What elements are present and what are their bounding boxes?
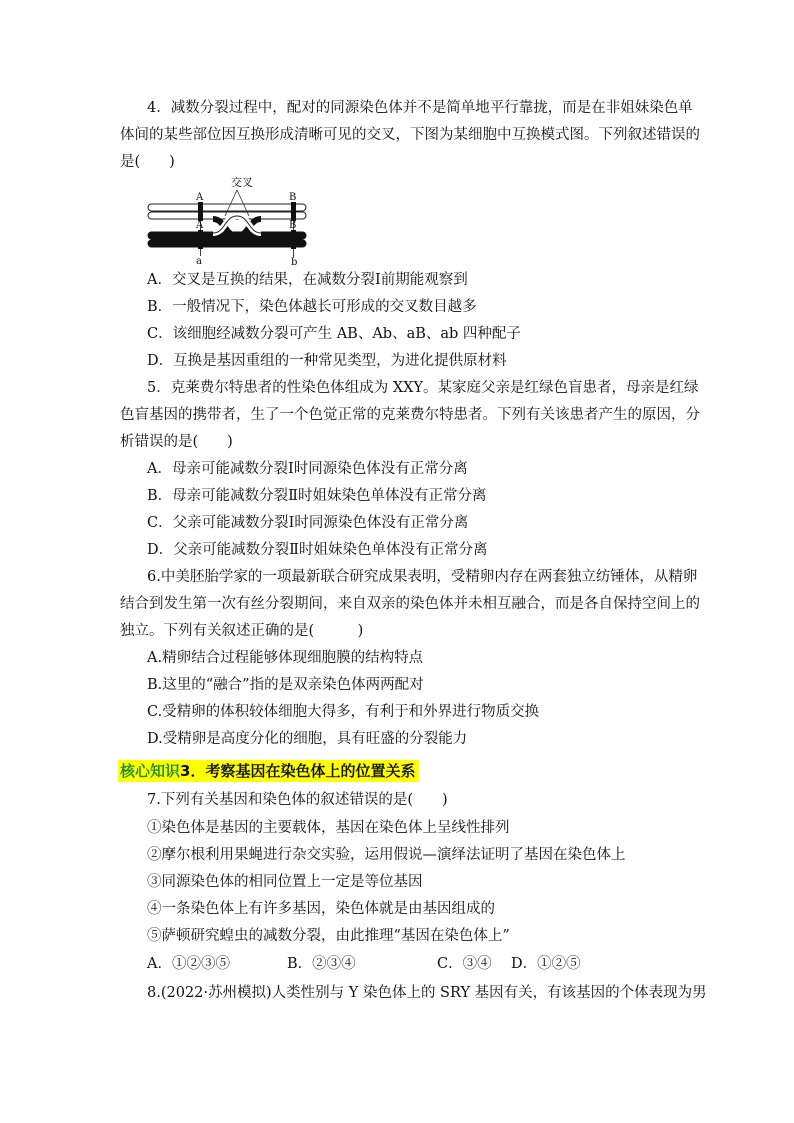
q5-stem-line2: 色盲基因的携带者，生了一个色觉正常的克莱费尔特患者。下列有关该患者产生的原因，分 xyxy=(120,407,700,423)
crossover-diagram xyxy=(145,176,315,266)
q7-statement-3: ③同源染色体的相同位置上一定是等位基因 xyxy=(147,874,423,890)
q7-choice-c: C．③④ xyxy=(437,956,492,972)
label-B-mid: B xyxy=(289,220,297,231)
q4-option-d: D．互换是基因重组的一种常见类型，为进化提供原材料 xyxy=(147,353,507,369)
section-number: 3 xyxy=(180,762,191,780)
label-A-top: A xyxy=(196,192,204,203)
q5-option-d: D．父亲可能减数分裂Ⅱ时姐妹染色单体没有正常分离 xyxy=(147,542,488,558)
q6-stem-line3: 独立。下列有关叙述正确的是( ) xyxy=(120,623,364,639)
label-a1: a xyxy=(196,230,202,241)
chiasma xyxy=(213,216,261,236)
label-A-mid: A xyxy=(196,220,204,231)
q7-statement-2: ②摩尔根利用果蝇进行杂交实验，运用假说—演绎法证明了基因在染色体上 xyxy=(147,847,626,863)
q4-option-a: A．交叉是互换的结果，在减数分裂Ⅰ前期能观察到 xyxy=(147,272,468,288)
label-cross: 交叉 xyxy=(231,176,253,189)
q7-statement-4: ④一条染色体上有许多基因，染色体就是由基因组成的 xyxy=(147,901,495,917)
q4-stem-line3: 是( ) xyxy=(120,154,175,170)
q6-stem-line1: 6.中美胚胎学家的一项最新联合研究成果表明，受精卵内存在两套独立纺锤体，从精卵 xyxy=(147,569,698,585)
q4-stem-line2: 体间的某些部位因互换形成清晰可见的交叉，下图为某细胞中互换模式图。下列叙述错误的 xyxy=(120,127,700,143)
q4-option-c: C．该细胞经减数分裂可产生 AB、Ab、aB、ab 四种配子 xyxy=(147,326,521,342)
q6-option-a: A.精卵结合过程能够体现细胞膜的结构特点 xyxy=(147,650,424,666)
q4-stem-line1: 4．减数分裂过程中，配对的同源染色体并不是简单地平行靠拢，而是在非姐妹染色单 xyxy=(147,100,693,116)
label-B-top: B xyxy=(289,192,297,203)
label-a2: a xyxy=(196,256,202,266)
q7-choice-a: A．①②③⑤ xyxy=(147,956,230,972)
section-title: ．考察基因在染色体上的位置关系 xyxy=(190,762,416,780)
q7-stem: 7.下列有关基因和染色体的叙述错误的是( ) xyxy=(147,792,448,808)
q5-option-b: B．母亲可能减数分裂Ⅱ时姐妹染色单体没有正常分离 xyxy=(147,488,487,504)
q4-option-b: B．一般情况下，染色体越长可形成的交叉数目越多 xyxy=(147,299,477,315)
q5-option-a: A．母亲可能减数分裂Ⅰ时同源染色体没有正常分离 xyxy=(147,461,468,477)
q5-stem-line3: 析错误的是( ) xyxy=(120,434,233,450)
q6-stem-line2: 结合到发生第一次有丝分裂期间，来自双亲的染色体并未相互融合，而是各自保持空间上的 xyxy=(120,596,700,612)
q7-statement-1: ①染色体是基因的主要载体，基因在染色体上呈线性排列 xyxy=(147,820,510,836)
label-b1: b xyxy=(297,232,304,243)
section-prefix: 核心知识 xyxy=(120,762,181,780)
label-b2: b xyxy=(291,257,298,266)
q7-choice-b: B．②③④ xyxy=(287,956,356,972)
q6-option-c: C.受精卵的体积较体细胞大得多，有利于和外界进行物质交换 xyxy=(147,704,540,720)
q8-stem-line1: 8.(2022·苏州模拟)人类性别与 Y 染色体上的 SRY 基因有关，有该基因的个体表现为男 xyxy=(147,985,707,1001)
q5-stem-line1: 5．克莱费尔特患者的性染色体组成为 XXY。某家庭父亲是红绿色盲患者，母亲是红绿 xyxy=(147,380,699,396)
q6-option-b: B.这里的“融合”指的是双亲染色体两两配对 xyxy=(147,677,424,693)
section-heading xyxy=(118,760,419,782)
q7-statement-5: ⑤萨顿研究蝗虫的减数分裂，由此推理“基因在染色体上” xyxy=(147,928,510,944)
q7-choice-d: D．①②⑤ xyxy=(511,956,581,972)
q6-option-d: D.受精卵是高度分化的细胞，具有旺盛的分裂能力 xyxy=(147,731,468,747)
q5-option-c: C．父亲可能减数分裂Ⅰ时同源染色体没有正常分离 xyxy=(147,515,469,531)
